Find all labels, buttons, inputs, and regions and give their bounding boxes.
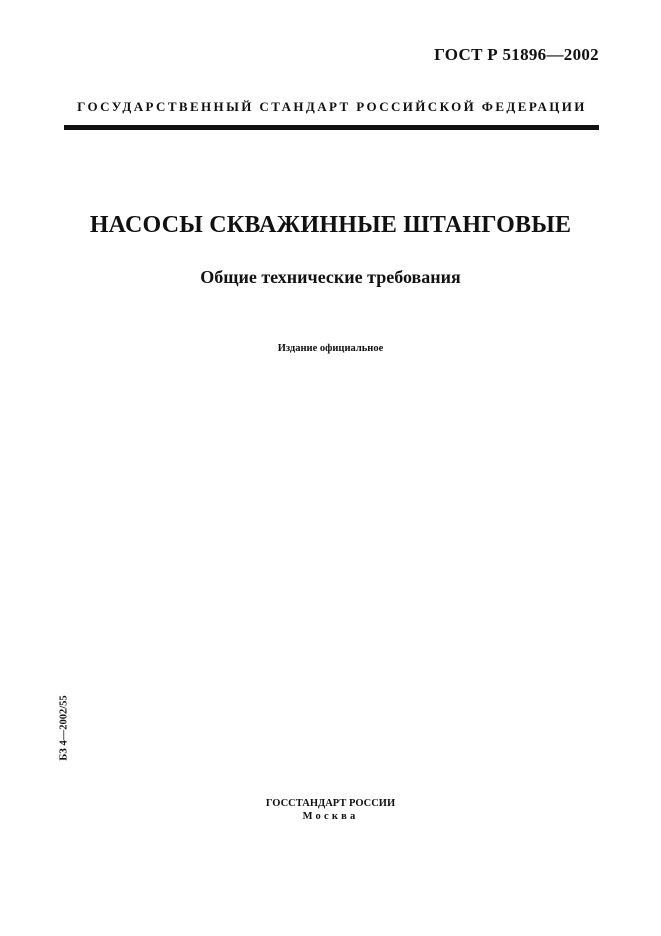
document-number: ГОСТ Р 51896—2002 [434,45,599,64]
document-subtitle: Общие технические требования [200,267,461,287]
issuing-authority: ГОСУДАРСТВЕННЫЙ СТАНДАРТ РОССИЙСКОЙ ФЕДЕРАЦИИ [77,99,587,114]
document-title: НАСОСЫ СКВАЖИННЫЕ ШТАНГОВЫЕ [89,212,572,238]
edition-note: Издание официальное [277,343,384,354]
publisher-name: ГОССТАНДАРТ РОССИИ [265,798,396,809]
catalog-code: БЗ 4—2002/55 [58,695,70,761]
publication-city: Москва [302,811,359,822]
header-divider [64,125,599,130]
